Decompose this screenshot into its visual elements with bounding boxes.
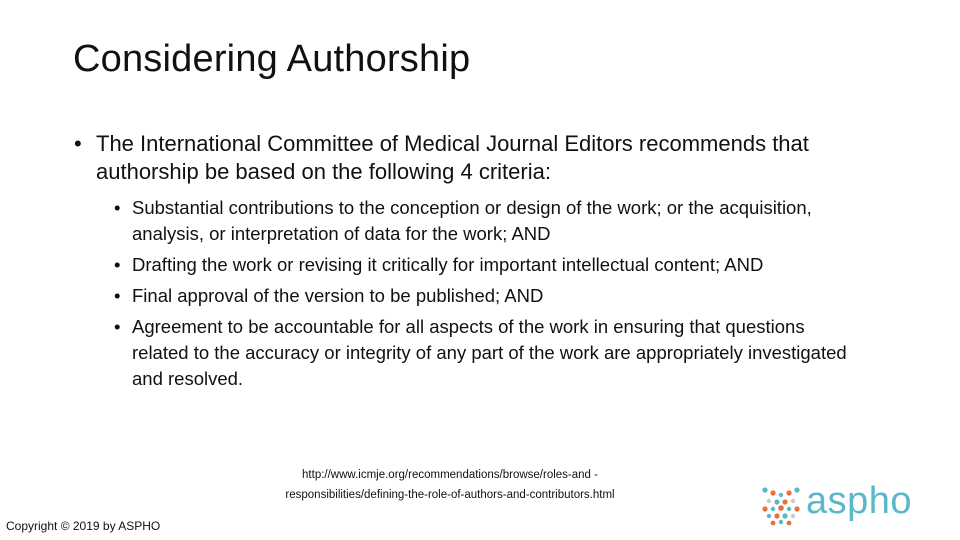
bullet-marker: • — [114, 316, 121, 337]
logo-dot — [770, 490, 775, 495]
logo-dot — [782, 499, 787, 504]
criteria-item — [114, 283, 859, 309]
logo-dot — [771, 507, 775, 511]
criteria-item — [114, 195, 859, 247]
logo-dot — [782, 513, 787, 518]
logo-dot — [779, 493, 783, 497]
logo-dot — [791, 514, 795, 518]
main-bullet-text: The International Committee of Medical Journal Editors recommends that authorship be based on the following 4 criteria: — [96, 131, 809, 184]
logo-wordmark: aspho — [806, 480, 913, 522]
logo-dot — [767, 514, 771, 518]
slide-title: Considering Authorship — [73, 38, 471, 80]
reference-link[interactable]: http://www.icmje.org/recommendations/browse/roles-and -responsibilities/defining-the-role-of-authors-and-contributors.html — [285, 469, 615, 501]
criteria-item — [114, 252, 859, 278]
main-bullet — [74, 130, 904, 186]
logo-dot — [774, 513, 779, 518]
aspho-logo — [760, 480, 940, 526]
criteria-text: Substantial contributions to the conception or design of the work; or the acquisition, analysis, or interpretation of data for the work; AND — [132, 197, 812, 244]
logo-dot — [787, 521, 792, 526]
logo-dot — [794, 506, 799, 511]
logo-dot — [779, 520, 783, 524]
criteria-item — [114, 314, 859, 392]
aspho-dots-logo-icon — [760, 484, 802, 526]
bullet-marker: • — [114, 197, 121, 218]
copyright-text: Copyright © 2019 by ASPHO — [6, 519, 161, 533]
logo-dot — [767, 499, 771, 503]
bullet-marker: • — [74, 131, 82, 156]
logo-dot — [791, 499, 795, 503]
bullet-marker: • — [114, 254, 121, 275]
logo-dot — [794, 487, 799, 492]
criteria-text: Drafting the work or revising it critically for important intellectual content; AND — [132, 254, 764, 275]
logo-dot — [771, 521, 776, 526]
criteria-text: Final approval of the version to be published; AND — [132, 285, 544, 306]
logo-dot — [774, 499, 779, 504]
logo-dot — [762, 506, 767, 511]
criteria-list — [114, 195, 859, 397]
logo-dot — [787, 507, 791, 511]
logo-dot — [762, 487, 767, 492]
logo-dot — [786, 490, 791, 495]
bullet-marker: • — [114, 285, 121, 306]
logo-dot — [778, 505, 784, 511]
criteria-text: Agreement to be accountable for all aspects of the work in ensuring that questions related to the accuracy or integrity of any part of the work are appropriately investigated and resolved. — [132, 316, 847, 389]
